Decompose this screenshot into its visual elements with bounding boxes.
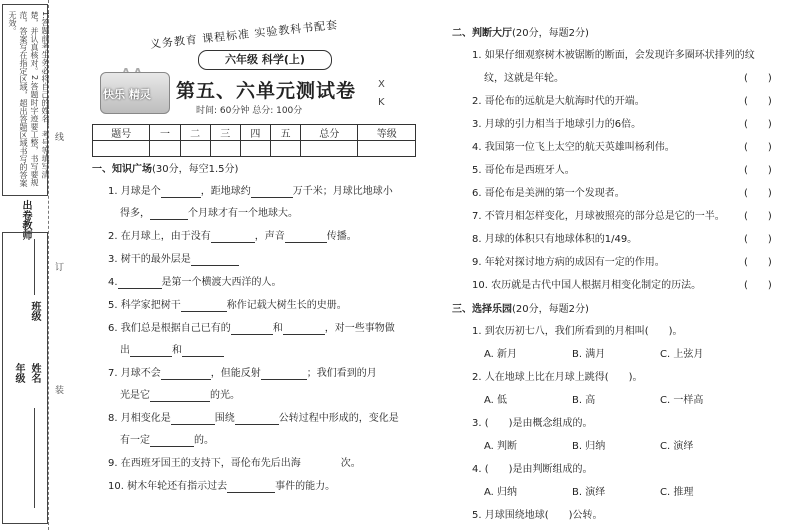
q-text: 和 [272, 323, 283, 334]
q-text: 1. 月球是个 [108, 186, 161, 197]
choice-option[interactable]: A. 新月 [484, 349, 518, 360]
name-field[interactable] [34, 408, 35, 508]
section1-note: (30分，每空1.5分) [152, 164, 239, 175]
score-cell[interactable] [301, 141, 358, 157]
q6-line2 [120, 341, 224, 357]
score-header-cell: 三 [210, 125, 240, 141]
section1-heading: 一、知识广场 [92, 164, 152, 175]
judge-answer[interactable]: ( ) [744, 257, 772, 268]
score-cell[interactable] [150, 141, 180, 157]
judge-item-7: 7. 不管月相怎样变化，月球被照亮的部分总是它的一半。 [472, 211, 725, 222]
answer-blank[interactable] [285, 231, 327, 243]
choice-option[interactable]: B. 演绎 [572, 487, 606, 498]
q-text: 次。 [340, 458, 361, 469]
answer-blank[interactable] [251, 186, 293, 198]
q10 [108, 477, 335, 493]
q4 [108, 273, 282, 289]
choice-option[interactable]: C. 上弦月 [660, 349, 704, 360]
answer-blank[interactable] [150, 390, 210, 402]
judge-item-6: 6. 哥伦布是美洲的第一个发现者。 [472, 188, 625, 199]
q-text: ，距地球约 [200, 186, 251, 197]
q-text: 个月球才有一个地球大。 [188, 208, 298, 219]
choice-option[interactable]: A. 低 [484, 395, 508, 406]
q-text: 称作记载大树生长的史册。 [226, 300, 347, 311]
q-text: 9. 在西班牙国王的支持下，哥伦布先后出海 [108, 458, 301, 469]
answer-blank[interactable] [211, 231, 255, 243]
section2-heading: 二、判断大厅 [452, 28, 512, 39]
judge-answer[interactable]: ( ) [744, 280, 772, 291]
score-cell[interactable] [180, 141, 210, 157]
score-cell[interactable] [210, 141, 240, 157]
q-text: 事件的能力。 [275, 481, 336, 492]
answer-blank[interactable] [130, 345, 172, 357]
logo-text: 快乐 精灵 [103, 88, 151, 101]
score-header-cell: 一 [150, 125, 180, 141]
judge-answer[interactable]: ( ) [744, 165, 772, 176]
q-text: 6. 我们总是根据自己已有的 [108, 323, 231, 334]
score-value-row [93, 141, 416, 157]
q-text: 出 [120, 345, 130, 356]
banner-text: 义务教育 课程标准 实验教科书配套 [149, 18, 339, 51]
exam-meta: 时间: 60分钟 总分: 100分 [196, 106, 303, 116]
q-text: ，声音 [254, 231, 285, 242]
q-text: 是第一个横渡大西洋的人。 [161, 277, 282, 288]
seal-mark-xian: 线 [53, 132, 63, 141]
q7-line2 [120, 386, 240, 402]
q5 [108, 296, 347, 312]
answer-blank[interactable] [161, 186, 201, 198]
choice-q2: 2. 人在地球上比在月球上跳得( )。 [472, 372, 643, 383]
q-text: 光是它 [120, 390, 150, 401]
judge-answer[interactable]: ( ) [744, 211, 772, 222]
q-text: 5. 科学家把树干 [108, 300, 181, 311]
decor-mark: X [378, 79, 385, 90]
decor-marks [378, 76, 385, 112]
notice-box [2, 4, 48, 196]
score-table [92, 124, 416, 157]
score-header-cell: 题号 [93, 125, 150, 141]
answer-blank[interactable] [181, 300, 227, 312]
score-header-cell: 二 [180, 125, 210, 141]
answer-blank[interactable] [283, 323, 325, 335]
q-text: ，但能反射 [210, 368, 261, 379]
student-info-box [2, 232, 48, 524]
judge-item-10: 10. 农历就是古代中国人根据月相变化制定的历法。 [472, 280, 702, 291]
grade-label: 年级 [13, 363, 24, 383]
q-text: 8. 月相变化是 [108, 413, 171, 424]
q-text: 万千米；月球比地球小 [292, 186, 393, 197]
grade-subject: 六年级 科学(上) [198, 50, 332, 70]
cut-line [48, 0, 49, 530]
section1-title [92, 160, 238, 175]
q-text: ，对一些事物做 [324, 323, 395, 334]
q9 [108, 454, 361, 469]
q-text: 的。 [194, 435, 214, 446]
q1-line1 [108, 182, 393, 198]
judge-item-5: 5. 哥伦布是西班牙人。 [472, 165, 575, 176]
score-header-cell: 五 [270, 125, 300, 141]
decor-mark: K [378, 97, 385, 108]
section2-note: (20分，每题2分) [512, 28, 589, 39]
score-header-cell: 等级 [358, 125, 416, 141]
judge-answer[interactable]: ( ) [744, 96, 772, 107]
answer-blank[interactable] [227, 481, 275, 493]
choice-option[interactable]: A. 归纳 [484, 487, 518, 498]
score-cell[interactable] [240, 141, 270, 157]
judge-item-3: 3. 月球的引力相当于地球引力的6倍。 [472, 119, 642, 130]
score-cell[interactable] [358, 141, 416, 157]
score-cell[interactable] [93, 141, 150, 157]
q-text: ；我们看到的月 [306, 368, 377, 379]
choice-option[interactable]: C. 演绎 [660, 441, 694, 452]
q8-line2 [120, 431, 214, 447]
answer-blank[interactable] [191, 254, 239, 266]
choice-option[interactable]: B. 高 [572, 395, 596, 406]
score-header-cell: 四 [240, 125, 270, 141]
section3-note: (20分，每题2分) [512, 304, 589, 315]
choice-option[interactable]: C. 一样高 [660, 395, 704, 406]
answer-blank[interactable] [171, 413, 215, 425]
section2-title [452, 24, 589, 39]
judge-item-1: 1. 如果仔细观察树木被锯断的断面，会发现许多圈环状排列的纹 [472, 50, 755, 61]
judge-answer[interactable]: ( ) [744, 119, 772, 130]
answer-blank[interactable] [182, 345, 224, 357]
answer-blank[interactable] [261, 368, 307, 380]
seal-mark-ding: 订 [53, 262, 63, 271]
choice-q5: 5. 月球围绕地球( )公转。 [472, 510, 603, 521]
answer-blank[interactable] [150, 435, 194, 447]
class-label: 班级 [29, 301, 40, 321]
score-cell[interactable] [270, 141, 300, 157]
choice-q1: 1. 到农历初七八，我们所看到的月相叫( )。 [472, 326, 683, 337]
answer-blank[interactable] [150, 208, 188, 220]
q1-line2 [120, 204, 298, 220]
choice-option[interactable]: B. 归纳 [572, 441, 606, 452]
score-header-row [93, 125, 416, 141]
judge-item-4: 4. 我国第一位飞上太空的航天英雄叫杨利伟。 [472, 142, 675, 153]
q-text: 传播。 [326, 231, 357, 242]
judge-answer[interactable]: ( ) [744, 142, 772, 153]
judge-item-2: 2. 哥伦布的远航是大航海时代的开端。 [472, 96, 645, 107]
judge-answer[interactable]: ( ) [744, 234, 772, 245]
q-text: 公转过程中形成的，变化是 [278, 413, 399, 424]
q-text: 围绕 [214, 413, 235, 424]
answer-blank[interactable] [161, 368, 211, 380]
choice-q3: 3. ( )是由概念组成的。 [472, 418, 593, 429]
judge-item-8: 8. 月球的体积只有地球体积的1/49。 [472, 234, 638, 245]
choice-option[interactable]: C. 推理 [660, 487, 694, 498]
choice-q4: 4. ( )是由判断组成的。 [472, 464, 593, 475]
judge-item-1-cont: 纹，这就是年轮。 [484, 73, 564, 84]
q-text: 2. 在月球上，由于没有 [108, 231, 211, 242]
binding-strip [0, 0, 92, 530]
notice-text: 1.答题前考生务必将自己的姓名、考号等填写清楚，并认真核对。2.答题时字迹要工整，书写要规范，答案写在指定区域，超出答题区域书写的答案无效。 [8, 11, 50, 187]
choice-option[interactable]: B. 满月 [572, 349, 606, 360]
examiner-label: 出卷教师 [20, 200, 31, 240]
q-text: 有一定 [120, 435, 150, 446]
judge-answer[interactable]: ( ) [744, 73, 772, 84]
answer-blank[interactable] [231, 323, 273, 335]
judge-answer[interactable]: ( ) [744, 188, 772, 199]
answer-blank[interactable] [118, 277, 162, 289]
name-label: 姓名 [29, 363, 40, 383]
section3-heading: 三、选择乐园 [452, 304, 512, 315]
class-field[interactable] [34, 239, 35, 295]
q-text: 4. [108, 277, 118, 288]
answer-blank[interactable] [235, 413, 279, 425]
q-text: 得多， [120, 208, 150, 219]
q2 [108, 227, 357, 243]
judge-item-9: 9. 年轮对探讨地方病的成因有一定的作用。 [472, 257, 665, 268]
q-text: 的光。 [210, 390, 240, 401]
q-text: 10. 树木年轮还有指示过去 [108, 481, 228, 492]
seal-mark-zhuang: 装 [53, 385, 63, 394]
answer-blank[interactable] [301, 458, 341, 469]
section3-title [452, 300, 589, 315]
page-title: 第五、六单元测试卷 [176, 80, 357, 102]
q3 [108, 250, 239, 266]
score-header-cell: 总分 [301, 125, 358, 141]
q-text: 7. 月球不会 [108, 368, 161, 379]
choice-option[interactable]: A. 判断 [484, 441, 518, 452]
q8-line1 [108, 409, 399, 425]
q7-line1 [108, 364, 377, 380]
q-text: 和 [172, 345, 182, 356]
q6-line1 [108, 319, 395, 335]
q-text: 3. 树干的最外层是 [108, 254, 191, 265]
